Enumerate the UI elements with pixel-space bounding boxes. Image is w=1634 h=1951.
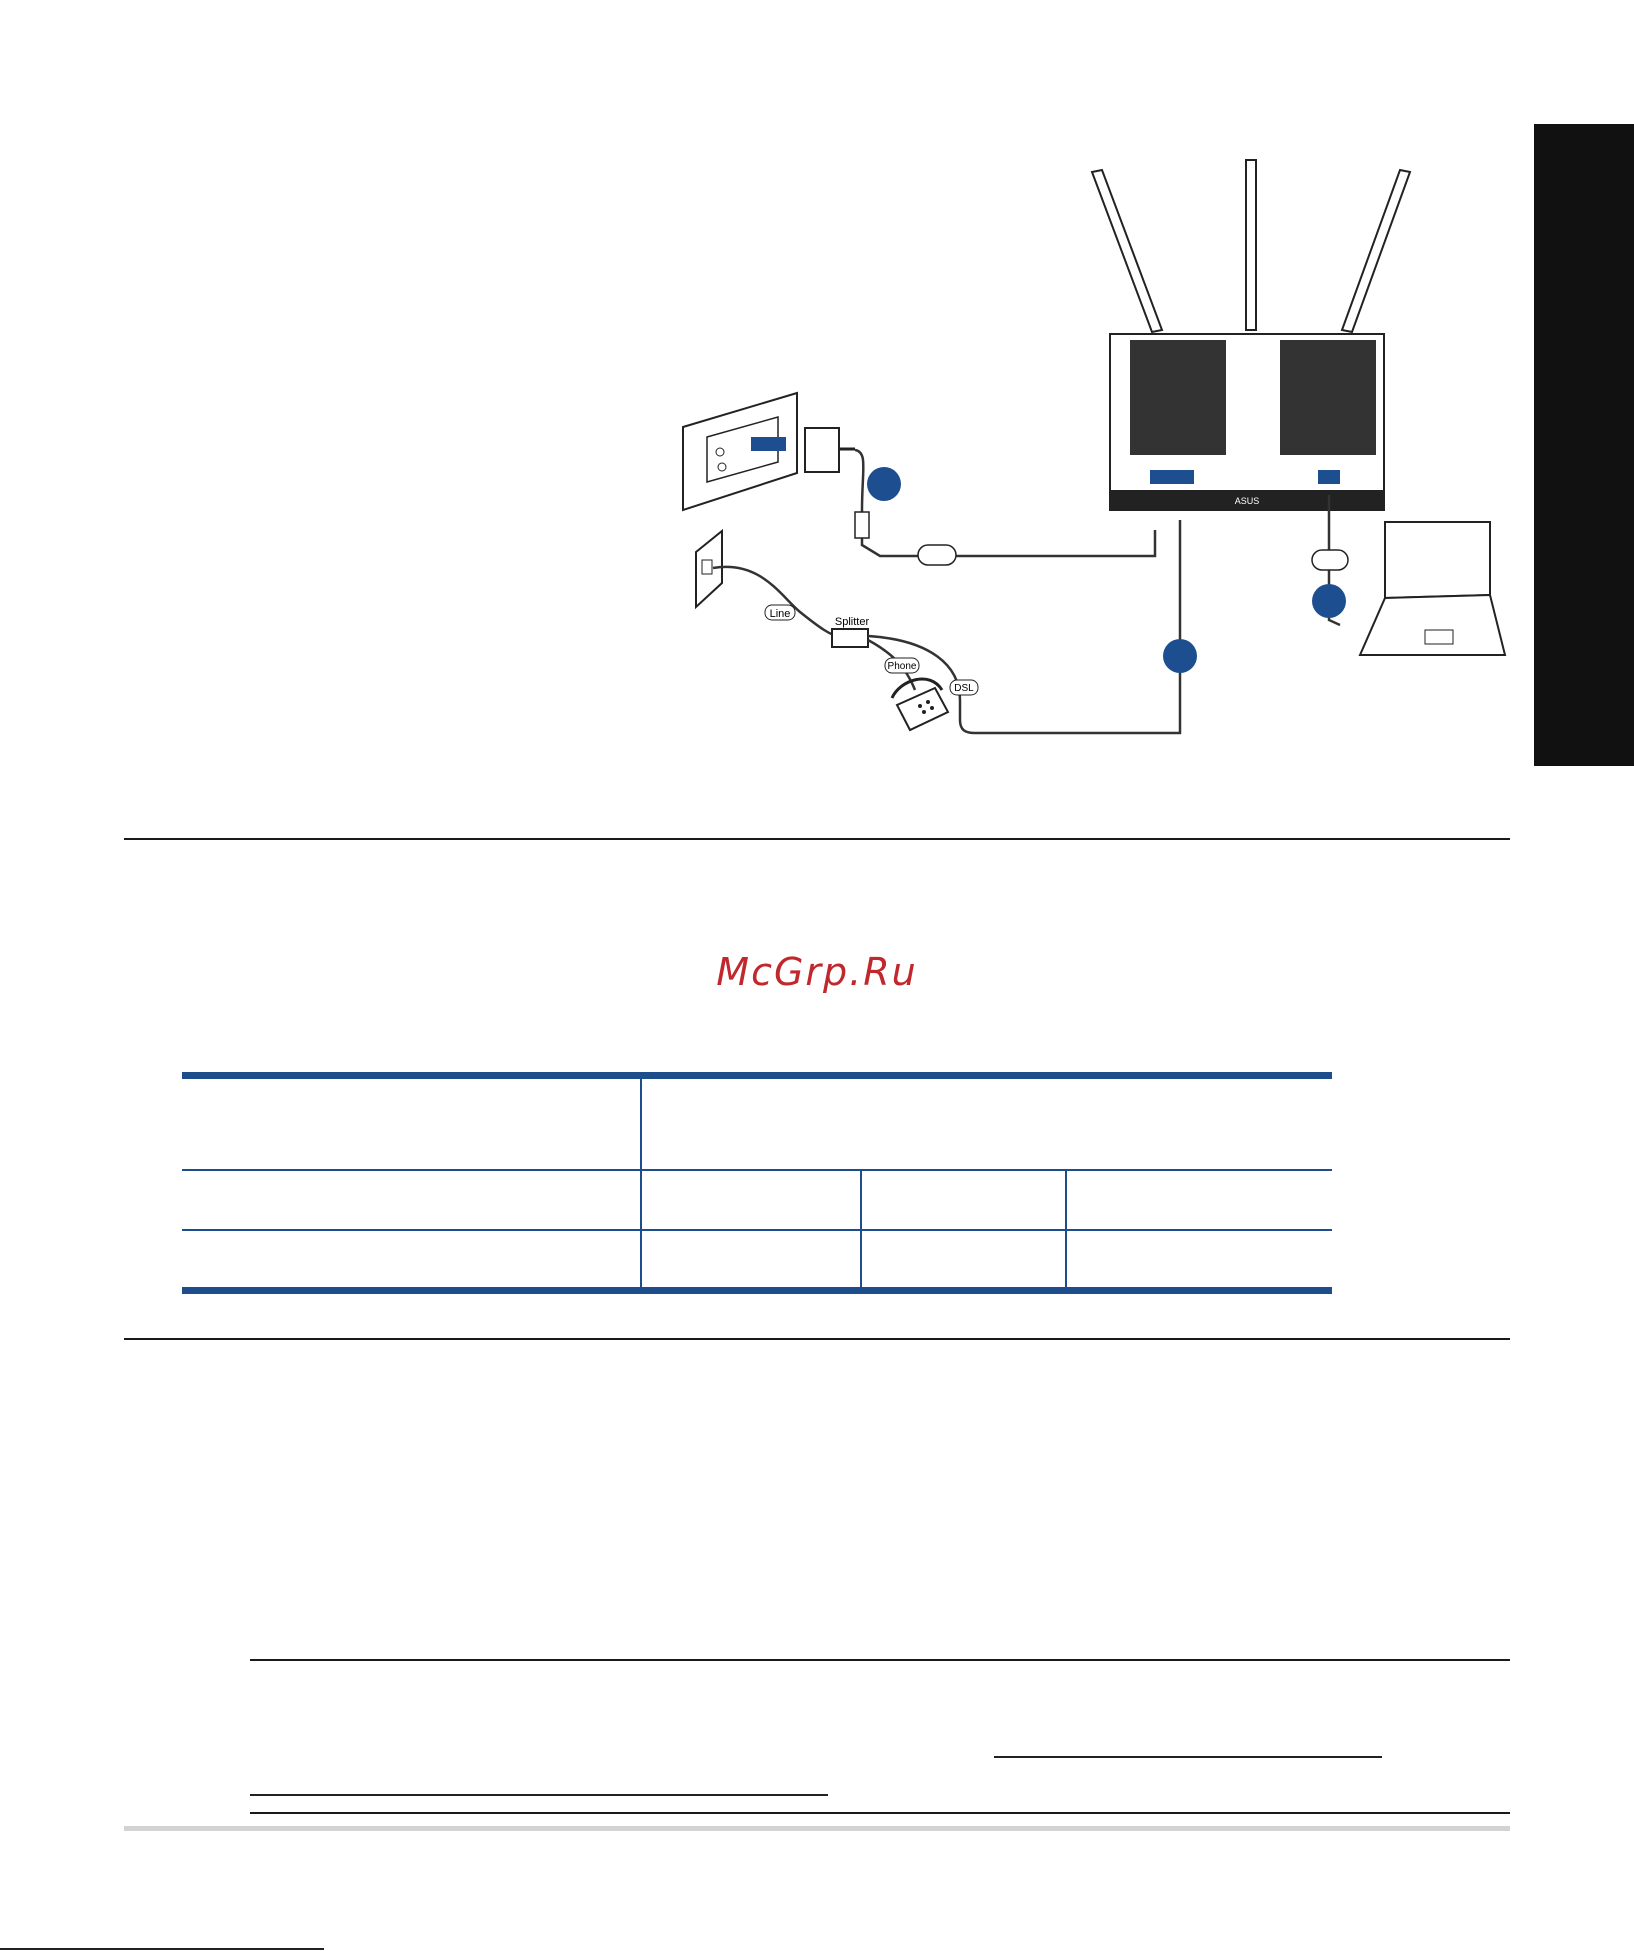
link-underline-1[interactable] [994,1756,1382,1758]
spec-table [182,1072,1332,1294]
section-divider-bottom [124,1338,1510,1340]
telephone [892,679,948,730]
line-cable [713,567,840,637]
phone-wall-jack [696,531,722,607]
wall-power-outlet [683,393,797,510]
line-label-tag [765,605,795,620]
note-top-rule [250,1659,1510,1661]
router-antennas [1092,160,1410,332]
watermark: McGrp.Ru [716,950,918,994]
table-row-divider-1 [182,1169,1332,1171]
router-brand-label: ASUS [1234,496,1260,506]
table-col-divider-1 [640,1079,642,1287]
splitter [832,616,869,647]
line-label: Line [769,608,791,620]
splitter-label: Splitter [834,616,870,628]
phone-label-tag [885,658,919,673]
section-divider-top [124,838,1510,840]
step-marker-1 [867,467,901,501]
table-row-divider-2 [182,1229,1332,1231]
footer-rule [124,1826,1510,1831]
dsl-label: DSL [954,683,974,694]
step-marker-3 [1312,584,1346,618]
note-bottom-rule [250,1812,1510,1814]
table-bottom-border [182,1287,1332,1294]
phone-label: Phone [887,661,917,672]
step-marker-2 [1163,639,1197,673]
router [1110,334,1384,510]
laptop [1360,522,1505,655]
page-bottom-rule [0,1948,324,1950]
dsl-label-tag [950,680,978,695]
link-underline-2[interactable] [250,1794,828,1796]
table-top-border [182,1072,1332,1079]
connection-diagram [0,0,1634,780]
